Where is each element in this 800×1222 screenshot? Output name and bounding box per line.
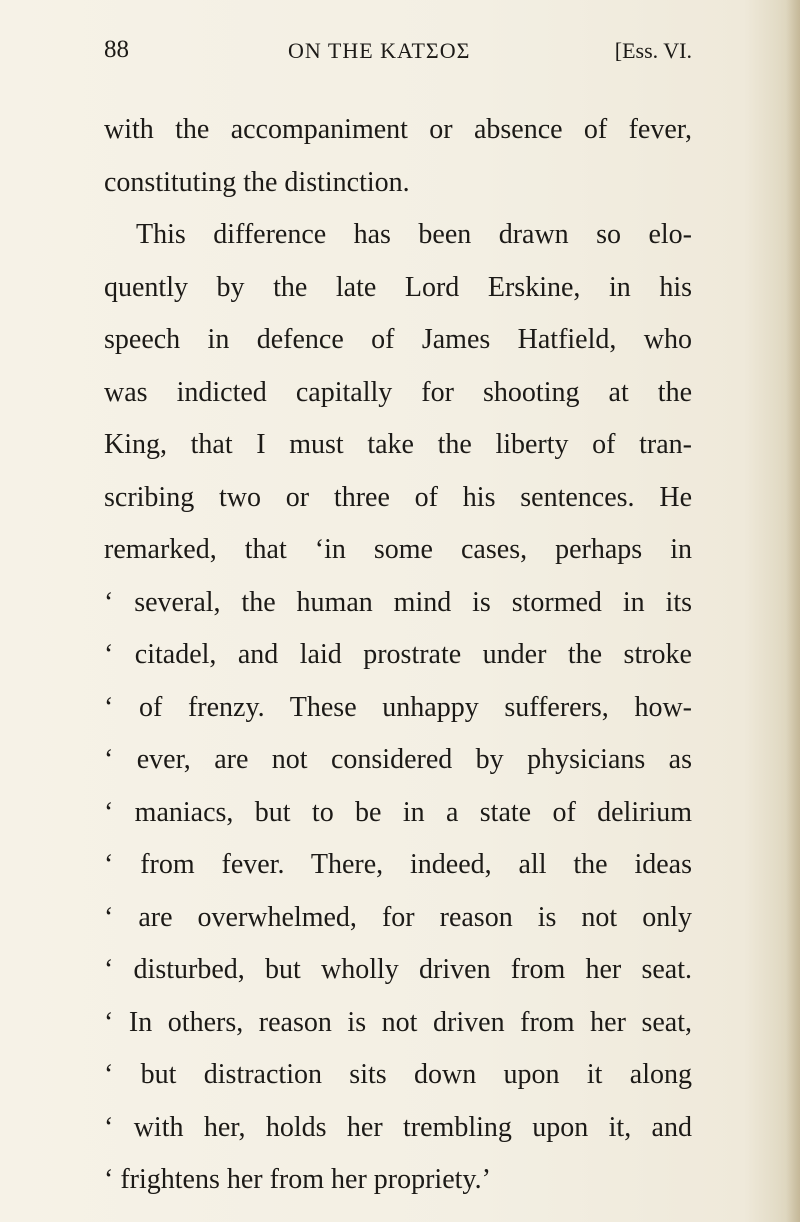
- text-line: King, that I must take the liberty of tran-: [104, 429, 692, 460]
- text-line: ‘ maniacs, but to be in a state of delirium: [104, 796, 692, 828]
- text-line: was indicted capitally for shooting at the: [104, 376, 692, 408]
- running-head: [104, 36, 692, 70]
- text-line: ‘ of frenzy. These unhappy sufferers, how-: [104, 691, 692, 723]
- body-text: [104, 104, 692, 1207]
- page-number: 88: [104, 36, 129, 63]
- text-line: with the accompaniment or absence of fever,: [104, 114, 692, 145]
- text-line: constituting the distinction.: [104, 166, 410, 198]
- text-line: quently by the late Lord Erskine, in his: [104, 271, 692, 303]
- running-head-title: ON THE KATΣOΣ: [288, 38, 471, 63]
- page-edge-shadow: [786, 0, 800, 1222]
- text-line: ‘ citadel, and laid prostrate under the stroke: [104, 639, 692, 670]
- text-line: ‘ several, the human mind is stormed in its: [104, 586, 692, 618]
- text-line: scribing two or three of his sentences. He: [104, 481, 692, 513]
- text-line: ‘ ever, are not considered by physicians as: [104, 744, 692, 775]
- text-line: ‘ from fever. There, indeed, all the ideas: [104, 849, 692, 880]
- text-line: This difference has been drawn so elo-: [136, 219, 692, 250]
- text-line: ‘ disturbed, but wholly driven from her seat.: [104, 954, 692, 985]
- text-line: ‘ are overwhelmed, for reason is not only: [104, 901, 692, 933]
- text-line: remarked, that ‘in some cases, perhaps in: [104, 534, 692, 565]
- text-line: ‘ but distraction sits down upon it along: [104, 1059, 692, 1090]
- running-head-section: [Ess. VI.: [614, 38, 692, 63]
- text-line: ‘ with her, holds her trembling upon it, and: [104, 1111, 692, 1143]
- text-line: ‘ frightens her from her propriety.’: [104, 1164, 491, 1195]
- text-line: ‘ In others, reason is not driven from her seat,: [104, 1006, 692, 1038]
- text-line: speech in defence of James Hatfield, who: [104, 324, 692, 355]
